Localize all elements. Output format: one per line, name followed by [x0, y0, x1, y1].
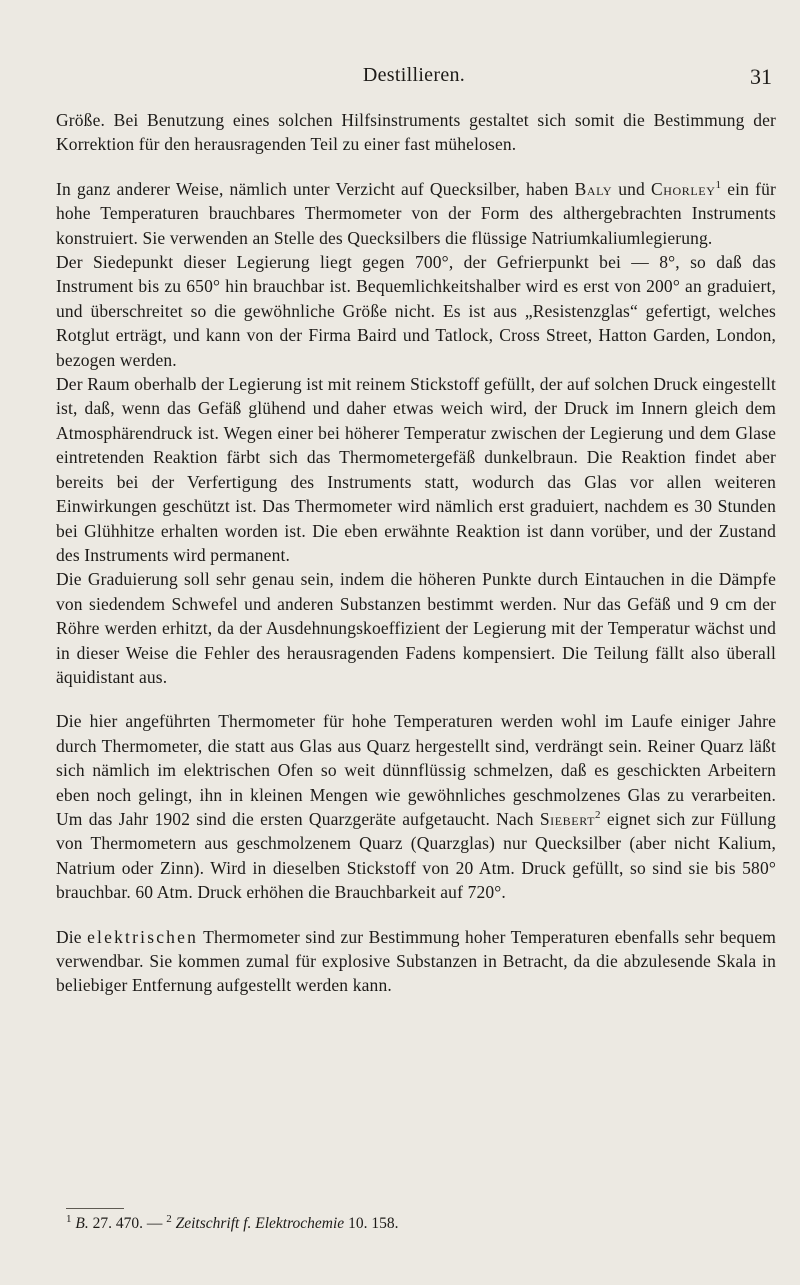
paragraph-6-text-b: eignet sich zur Füllung von Thermometern aus geschmolzenem Quarz (Quarzglas) nur Quecksilber (aber nicht Kalium, Natrium oder Zinn). Wird in dieselben Stickstoff von 20 Atm. Druck gefüllt, so sind sie bis 580° brauchbar. 60 Atm. Druck erhöhen die Brauchbarkeit auf 720°. [56, 808, 776, 903]
footnote-2-journal: Zeitschrift f. Elektrochemie [175, 1215, 345, 1232]
spaced-term: elektrischen [87, 926, 199, 947]
paragraph-4: Der Raum oberhalb der Legierung ist mit reinem Stickstoff gefüllt, der auf solchen Druck eingestellt ist, daß, wenn das Gefäß glühend und daher etwas weich wird, der Druck im Innern gleich dem Atmosphärendruck ist. Wegen einer bei höherer Temperatur zwischen der Legierung und dem Glase eintretenden Reaktion färbt sich das Thermometergefäß dunkelbraun. Die Reaktion findet aber bereits bei der Verfertigung des Instruments statt, wodurch das Glas vor allen weiteren Einwirkungen geschützt ist. Das Thermometer wird nämlich erst graduiert, nachdem es 30 Stunden bei Glühhitze erhalten worden ist. Die eben erwähnte Reaktion ist dann vorüber, und der Zustand des Instruments wird permanent. [56, 374, 776, 565]
footnote-1-ref: B. [75, 1215, 89, 1232]
author-chorley: Chorley [650, 178, 716, 199]
paragraph-2 [56, 177, 776, 250]
paragraph-2-text-a: In ganz anderer Weise, nämlich unter Verzicht auf Quecksilber, haben [56, 178, 575, 199]
paragraph-6-text-a: Die hier angeführten Thermometer für hohe Temperaturen werden wohl im Laufe einiger Jahre durch Thermometer, die statt aus Glas aus Quarz hergestellt sind, verdrängt sein. Reiner Quarz läßt sich nämlich im elektrischen Ofen so weit dünnflüssig schmelzen, daß es geschickten Arbeitern eben noch gelingt, ihn in kleinen Mengen wie gewöhnliches geschmolzenes Glas zu verarbeiten. Um das Jahr 1902 sind die ersten Quarzgeräte aufgetaucht. Nach [56, 711, 776, 829]
footnote-2-text: 10. 158. [344, 1215, 399, 1232]
footnote-divider [66, 1208, 124, 1209]
paragraph-3: Der Siedepunkt dieser Legierung liegt gegen 700°, der Gefrierpunkt bei — 8°, so daß das Instrument bis zu 650° hin brauchbar ist. Bequemlichkeitshalber wird es erst von 200° an graduiert, und überschreitet so die gewöhnliche Größe nicht. Es ist aus „Resistenzglas“ gefertigt, welches Rotglut erträgt, und kann von der Firma Baird und Tatlock, Cross Street, Hatton Garden, London, bezogen werden. [56, 252, 776, 370]
paragraph-7-text-a: Die [56, 926, 88, 947]
page-number: 31 [750, 64, 772, 89]
paragraph-6 [56, 709, 776, 904]
running-title: Destillieren. [362, 64, 466, 86]
footnote-2-mark: 2 [166, 1212, 172, 1225]
paragraph-2-text-b: und [612, 178, 651, 199]
author-siebert: Siebert [539, 808, 596, 829]
footnote-1-mark: 1 [66, 1212, 72, 1225]
body-text [56, 108, 776, 998]
paragraph-1: Größe. Bei Benutzung eines solchen Hilfsinstruments gestaltet sich somit die Bestimmung der Korrektion für den herausragenden Teil zu einer fast mühelosen. [56, 110, 776, 155]
paragraph-7 [56, 925, 776, 998]
paragraph-5: Die Graduierung soll sehr genau sein, indem die höheren Punkte durch Eintauchen in die Dämpfe von siedendem Schwefel und anderen Substanzen bestimmt werden. Nur das Gefäß und 9 cm der Röhre werden erhitzt, da der Ausdehnungskoeffizient der Legierung mit der Temperatur wächst und in dieser Weise die Fehler des herausragenden Fadens kompensiert. Die Teilung fällt also überall äquidistant aus. [56, 569, 776, 687]
footnote-ref-2: 2 [595, 809, 601, 822]
paragraph-2-text-c: ein für hohe Temperaturen brauchbares Thermometer von der Form des althergebrachten Instruments konstruiert. Sie verwenden an Stelle des Quecksilbers die flüssige Natriumkaliumlegierung. [56, 178, 776, 248]
footnotes [66, 1213, 766, 1235]
page-header [56, 64, 772, 92]
author-baly: Baly [574, 178, 613, 199]
paragraph-7-text-b: Thermometer sind zur Bestimmung hoher Temperaturen ebenfalls sehr bequem verwendbar. Sie kommen zumal für explosive Substanzen in Betracht, da die abzulesende Skala in beliebiger Entfernung aufgestellt werden kann. [56, 926, 776, 996]
footnote-ref-1: 1 [715, 178, 722, 191]
footnote-1-text: 27. 470. — [88, 1215, 167, 1232]
